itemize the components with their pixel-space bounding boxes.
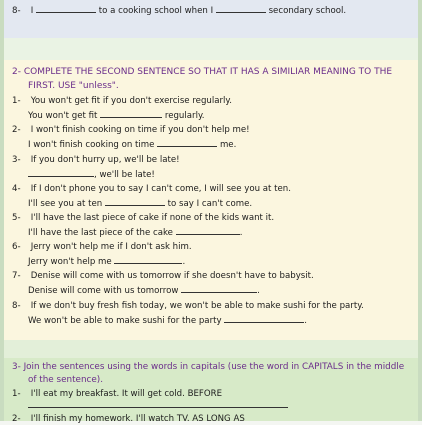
section-divider bbox=[0, 38, 422, 60]
question-sentence bbox=[12, 124, 250, 136]
item-number: 2- bbox=[12, 125, 21, 135]
question-sentence bbox=[12, 95, 232, 107]
sentence-text: I'll finish my homework. I'll watch TV. AS LONG AS bbox=[30, 414, 245, 424]
item-number: 1- bbox=[12, 389, 21, 399]
answer-blank[interactable] bbox=[28, 399, 288, 408]
answer-text: I'll see you at ten bbox=[28, 199, 103, 209]
question-sentence bbox=[12, 300, 364, 312]
section-heading: of the sentence). bbox=[28, 375, 103, 385]
answer-sentence bbox=[28, 314, 307, 327]
page-edge bbox=[0, 0, 4, 421]
question-sentence bbox=[12, 183, 291, 195]
page-edge bbox=[418, 0, 422, 421]
answer-blank[interactable] bbox=[114, 255, 182, 264]
answer-blank[interactable] bbox=[28, 168, 94, 177]
sentence-text: Denise will come with us tomorrow if she doesn't have to babysit. bbox=[30, 271, 314, 281]
answer-blank[interactable] bbox=[224, 314, 304, 323]
item-number: 6- bbox=[12, 242, 21, 252]
section-heading: 2- COMPLETE THE SECOND SENTENCE SO THAT IT HAS A SIMILIAR MEANING TO THE bbox=[12, 67, 393, 77]
question-sentence bbox=[12, 212, 274, 224]
section-heading: 3- Join the sentences using the words in capitals (use the word in CAPITALS in the middle bbox=[12, 362, 405, 372]
answer-text: . bbox=[257, 286, 260, 296]
answer-text: Jerry won't help me bbox=[28, 257, 112, 267]
answer-sentence bbox=[28, 255, 185, 268]
answer-sentence bbox=[28, 226, 242, 239]
item-text: secondary school. bbox=[268, 6, 347, 16]
answer-text: me. bbox=[219, 140, 237, 150]
section-heading: FIRST. USE "unless". bbox=[28, 81, 119, 91]
item-text: I bbox=[30, 6, 34, 16]
answer-text: I won't finish cooking on time bbox=[28, 140, 155, 150]
sentence-text: I won't finish cooking on time if you don't help me! bbox=[30, 125, 250, 135]
section-divider bbox=[0, 340, 422, 358]
sentence-text: Jerry won't help me if I don't ask him. bbox=[30, 242, 192, 252]
item-number: 1- bbox=[12, 96, 21, 106]
answer-sentence bbox=[28, 284, 260, 297]
item-number: 4- bbox=[12, 184, 21, 194]
answer-sentence bbox=[28, 138, 236, 151]
item-text: to a cooking school when I bbox=[98, 6, 214, 16]
question-sentence bbox=[12, 270, 314, 282]
answer-text: I'll have the last piece of the cake bbox=[28, 228, 173, 238]
answer-sentence bbox=[28, 168, 155, 181]
answer-blank[interactable] bbox=[36, 4, 96, 13]
item-number: 5- bbox=[12, 213, 21, 223]
question-sentence bbox=[12, 154, 180, 166]
item-number: 7- bbox=[12, 271, 21, 281]
answer-blank[interactable] bbox=[216, 4, 266, 13]
item-number: 8- bbox=[12, 301, 21, 311]
answer-text: . bbox=[304, 316, 308, 326]
answer-blank[interactable] bbox=[157, 138, 217, 147]
answer-text: You won't get fit bbox=[28, 111, 98, 121]
answer-text: to say I can't come. bbox=[167, 199, 253, 209]
question-sentence bbox=[12, 241, 192, 253]
answer-sentence bbox=[28, 109, 205, 122]
sentence-text: I'll eat my breakfast. It will get cold. BEFORE bbox=[30, 389, 223, 399]
sentence-text: You won't get fit if you don't exercise regularly. bbox=[30, 96, 233, 106]
top-item bbox=[12, 4, 346, 17]
answer-blank[interactable] bbox=[181, 284, 257, 293]
answer-text: Denise will come with us tomorrow bbox=[28, 286, 179, 296]
answer-text: . bbox=[239, 228, 243, 238]
item-number: 3- bbox=[12, 155, 21, 165]
answer-blank[interactable] bbox=[105, 197, 165, 206]
answer-blank[interactable] bbox=[100, 109, 162, 118]
sentence-text: I'll have the last piece of cake if none of the kids want it. bbox=[30, 213, 275, 223]
item-number: 8- bbox=[12, 6, 21, 16]
answer-text: We won't be able to make sushi for the party bbox=[28, 316, 222, 326]
answer-sentence bbox=[28, 197, 252, 210]
item-number: 2- bbox=[12, 414, 21, 424]
answer-line bbox=[28, 399, 288, 412]
answer-text: . bbox=[182, 257, 186, 267]
answer-blank[interactable] bbox=[176, 226, 240, 235]
sentence-text: If I don't phone you to say I can't come, I will see you at ten. bbox=[30, 184, 291, 194]
sentence-text: If we don't buy fresh fish today, we won't be able to make sushi for the party. bbox=[30, 301, 364, 311]
sentence-text: If you don't hurry up, we'll be late! bbox=[30, 155, 180, 165]
answer-text: regularly. bbox=[164, 111, 205, 121]
answer-text: , we'll be late! bbox=[94, 170, 155, 180]
question-sentence bbox=[12, 413, 245, 425]
